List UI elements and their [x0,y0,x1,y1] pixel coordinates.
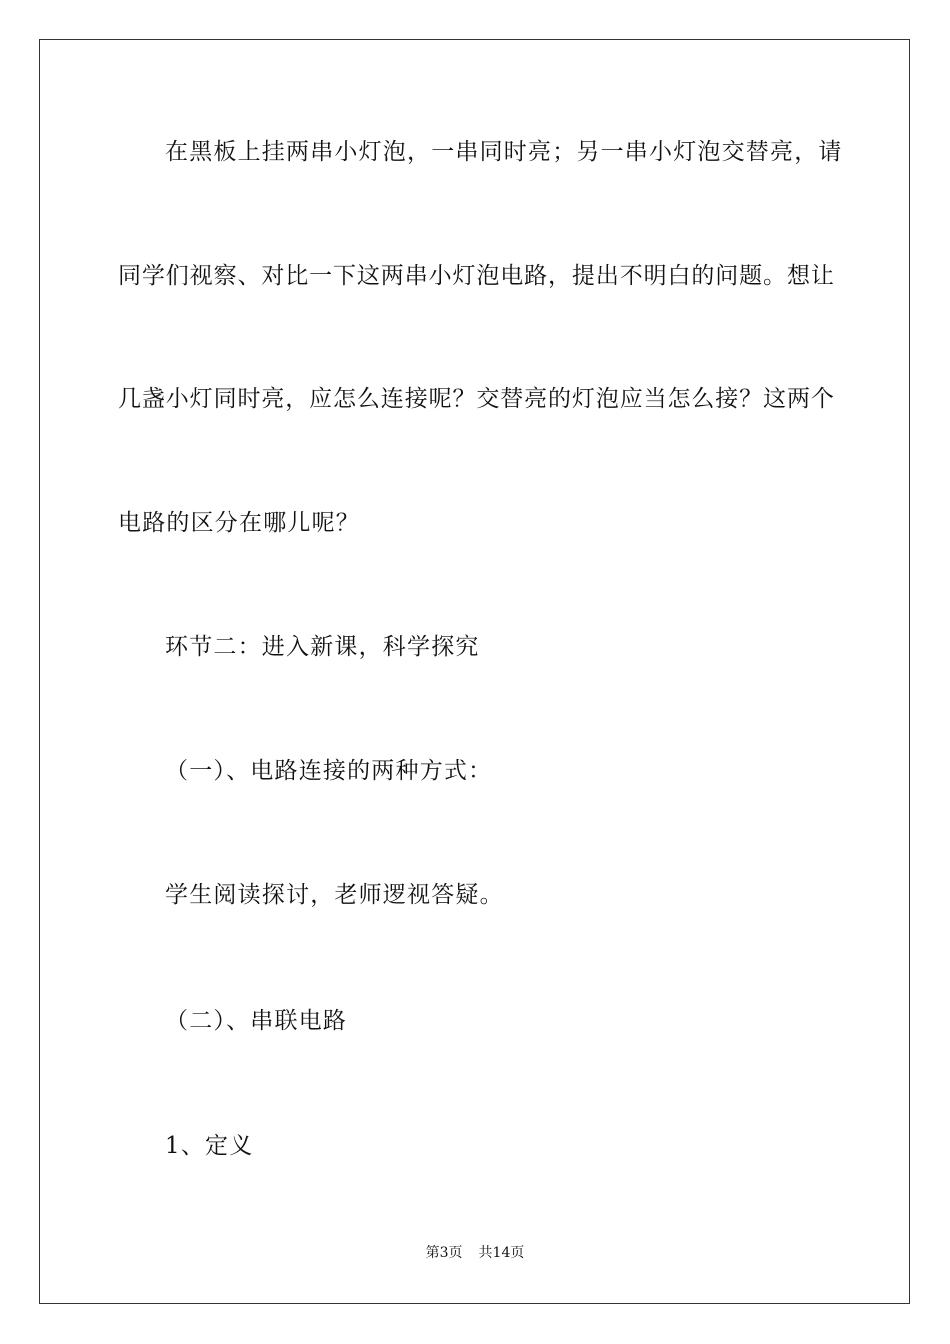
page-number: 第3页 [425,1245,463,1261]
page-border [39,39,910,1304]
subheading-series-circuit: （二）、串联电路 [165,1008,348,1034]
paragraph-student-reading: 学生阅读探讨，老师逻视答疑。 [165,882,504,908]
paragraph-line-1: 在黑板上挂两串小灯泡，一串同时亮；另一串小灯泡交替亮，请 [165,139,843,165]
item-definition: 1、定义 [165,1133,254,1159]
subheading-connection-methods: （一）、电路连接的两种方式： [165,758,493,784]
page-total: 共14页 [478,1245,525,1261]
paragraph-line-4: 电路的区分在哪儿呢？ [118,510,360,536]
page-footer [0,1244,950,1262]
section-heading-step-two: 环节二：进入新课，科学探究 [165,634,480,660]
paragraph-line-2: 同 学 们 视 察 、 对 比 一 下 这 两 串 小 灯 泡 电 路 ， 提 出 不 明 白 的 问 题 。 想 让 [118,263,834,289]
paragraph-line-3: 几 盏 小 灯 同 时 亮 ， 应 怎 么 连 接 呢 ？ 交 替 亮 的 灯 泡 应 当 怎 么 接 ？ 这 两 个 [118,386,834,412]
